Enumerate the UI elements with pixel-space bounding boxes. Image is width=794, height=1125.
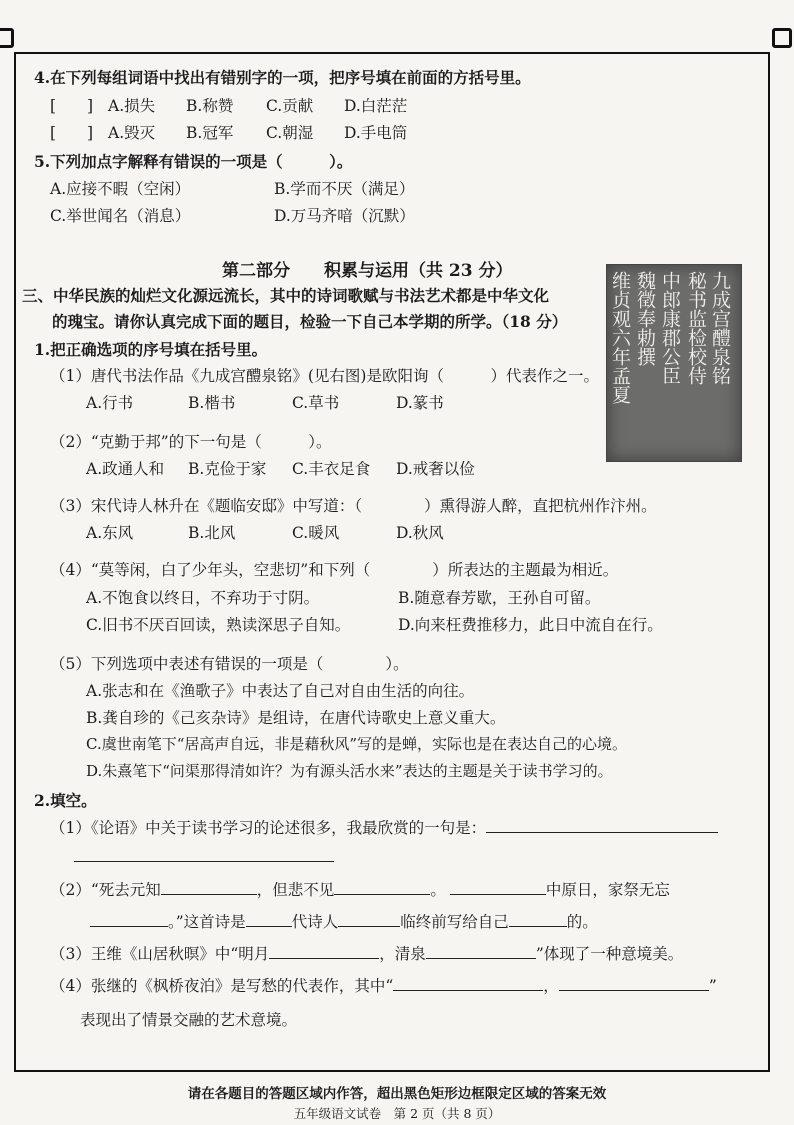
option-c: C.草书: [292, 394, 340, 412]
option-a: A.行书: [86, 394, 134, 412]
option-c: C.举世闻名（消息）: [50, 207, 191, 225]
part-heading: 第二部分 积累与运用（共 23 分）: [222, 261, 513, 281]
answer-blank[interactable]: [246, 925, 292, 927]
option-a: A.不饱食以终日，不弃功于寸阴。: [86, 589, 320, 607]
option-d: D.向来枉费推移力，此日中流自在行。: [398, 616, 663, 634]
calligraphy-image: [606, 264, 742, 462]
fill-question: [50, 878, 670, 900]
subquestion-title: 1.把正确选项的序号填在括号里。: [34, 340, 268, 359]
fill-text: 。”这首诗是: [168, 913, 246, 931]
option-c: C.旧书不厌百回读，熟读深思子自知。: [86, 616, 351, 634]
answer-blank[interactable]: [269, 957, 379, 959]
fill-text: （3）王维《山居秋暝》中“明月: [50, 945, 270, 963]
option-d: D.朱熹笔下“问渠那得清如许？为有源头活水来”表达的主题是关于读书学习的。: [86, 762, 613, 780]
fill-text: （1）《论语》中关于读书学习的论述很多，我最欣赏的一句是：: [50, 819, 487, 837]
fill-text: ，但悲不见: [256, 881, 335, 899]
fill-question-cont: [74, 848, 334, 866]
question-stem: （5）下列选项中表述有错误的一项是（ ）。: [50, 655, 409, 673]
option-c: C.虞世南笔下“居高声自远，非是藉秋风”写的是蝉，实际也是在表达自己的心境。: [86, 735, 628, 753]
answer-blank[interactable]: [338, 925, 400, 927]
option-d: D.白茫茫: [344, 97, 408, 115]
option-d: D.秋风: [396, 524, 444, 542]
calligraphy-column: 九成宫醴泉铭: [709, 271, 731, 385]
option-a: A.应接不暇（空闲）: [50, 180, 191, 198]
answer-bracket[interactable]: [ ]: [50, 97, 94, 115]
subquestion-title: 2.填空。: [34, 791, 97, 810]
corner-registration-mark: [772, 28, 792, 48]
fill-text: 的。: [566, 913, 598, 931]
option-b: B.北风: [188, 524, 236, 542]
option-b: B.克俭于家: [188, 460, 267, 478]
fill-text: （4）张继的《枫桥夜泊》是写愁的代表作，其中“: [50, 977, 394, 995]
option-d: D.戒奢以俭: [396, 460, 475, 478]
option-d: D.万马齐喑（沉默）: [274, 207, 415, 225]
option-a: A.张志和在《渔歌子》中表达了自己对自由生活的向往。: [86, 682, 475, 700]
question-stem: （2）“克勤于邦”的下一句是（ ）。: [50, 433, 332, 451]
fill-question: [50, 942, 683, 964]
answer-area-notice: 请在各题目的答题区域内作答，超出黑色矩形边框限定区域的答案无效: [187, 1086, 607, 1102]
section-title: 三、中华民族的灿烂文化源远流长，其中的诗词歌赋与书法艺术都是中华文化: [22, 286, 550, 305]
question-stem: （4）“莫等闲，白了少年头，空悲切”和下列（ ）所表达的主题最为相近。: [50, 561, 619, 579]
page-number: 五年级语文试卷 第 2 页（共 8 页）: [293, 1106, 501, 1121]
answer-blank[interactable]: [161, 893, 257, 895]
option-b: B.冠军: [186, 124, 234, 142]
option-a: A.毁灭: [108, 124, 156, 142]
option-b: B.学而不厌（满足）: [274, 180, 415, 198]
answer-blank[interactable]: [486, 831, 718, 833]
question-stem: （1）唐代书法作品《九成宫醴泉铭》(见右图)是欧阳询（ ）代表作之一。: [50, 367, 599, 385]
fill-question-cont: [90, 910, 598, 932]
answer-blank[interactable]: [559, 989, 709, 991]
option-b: B.随意春芳歇，王孙自可留。: [398, 589, 601, 607]
answer-bracket[interactable]: [ ]: [50, 124, 94, 142]
fill-text: 。: [430, 881, 446, 899]
option-b: B.楷书: [188, 394, 236, 412]
q5-title: 5.下列加点字解释有错误的一项是（ ）。: [34, 152, 353, 171]
q4-title: 4.在下列每组词语中找出有错别字的一项，把序号填在前面的方括号里。: [34, 68, 531, 87]
fill-text: （2）“死去元知: [50, 881, 161, 899]
option-c: C.贡献: [266, 97, 314, 115]
fill-text: ，: [543, 977, 559, 995]
answer-blank[interactable]: [90, 925, 168, 927]
answer-blank[interactable]: [334, 893, 430, 895]
fill-text: ，清泉: [379, 945, 426, 963]
answer-blank[interactable]: [450, 893, 546, 895]
corner-registration-mark: [0, 28, 14, 48]
fill-text: 代诗人: [291, 913, 339, 931]
fill-text: 临终前写给自己: [400, 913, 509, 931]
question-stem: （3）宋代诗人林升在《题临安邸》中写道：（ ）熏得游人醉，直把杭州作汴州。: [50, 497, 657, 515]
option-d: D.手电筒: [344, 124, 408, 142]
calligraphy-column: 秘书监检校侍: [685, 271, 707, 385]
answer-blank[interactable]: [74, 860, 334, 862]
answer-blank[interactable]: [393, 989, 543, 991]
option-c: C.暖风: [292, 524, 340, 542]
option-c: C.丰衣足食: [292, 460, 371, 478]
option-b: B.龚自珍的《己亥杂诗》是组诗，在唐代诗歌史上意义重大。: [86, 709, 506, 727]
fill-question: [50, 816, 718, 838]
option-a: A.损失: [108, 97, 156, 115]
calligraphy-column: 维贞观六年孟夏: [609, 271, 631, 404]
option-a: A.政通人和: [86, 460, 165, 478]
fill-text: 中原日，家祭无忘: [545, 881, 670, 899]
fill-question: [50, 974, 717, 996]
answer-blank[interactable]: [509, 925, 567, 927]
calligraphy-column: 中郎康郡公臣: [659, 271, 681, 385]
fill-text: ”: [708, 977, 717, 995]
answer-blank[interactable]: [426, 957, 536, 959]
calligraphy-column: 魏徵奉勅撰: [634, 271, 656, 366]
option-a: A.东风: [86, 524, 134, 542]
fill-question-cont: 表现出了情景交融的艺术意境。: [80, 1011, 298, 1029]
option-b: B.称赞: [186, 97, 234, 115]
option-c: C.朝湿: [266, 124, 314, 142]
fill-text: ”体现了一种意境美。: [535, 945, 684, 963]
section-title-cont: 的瑰宝。请你认真完成下面的题目，检验一下自己本学期的所学。（18 分）: [52, 312, 568, 331]
option-d: D.篆书: [396, 394, 444, 412]
